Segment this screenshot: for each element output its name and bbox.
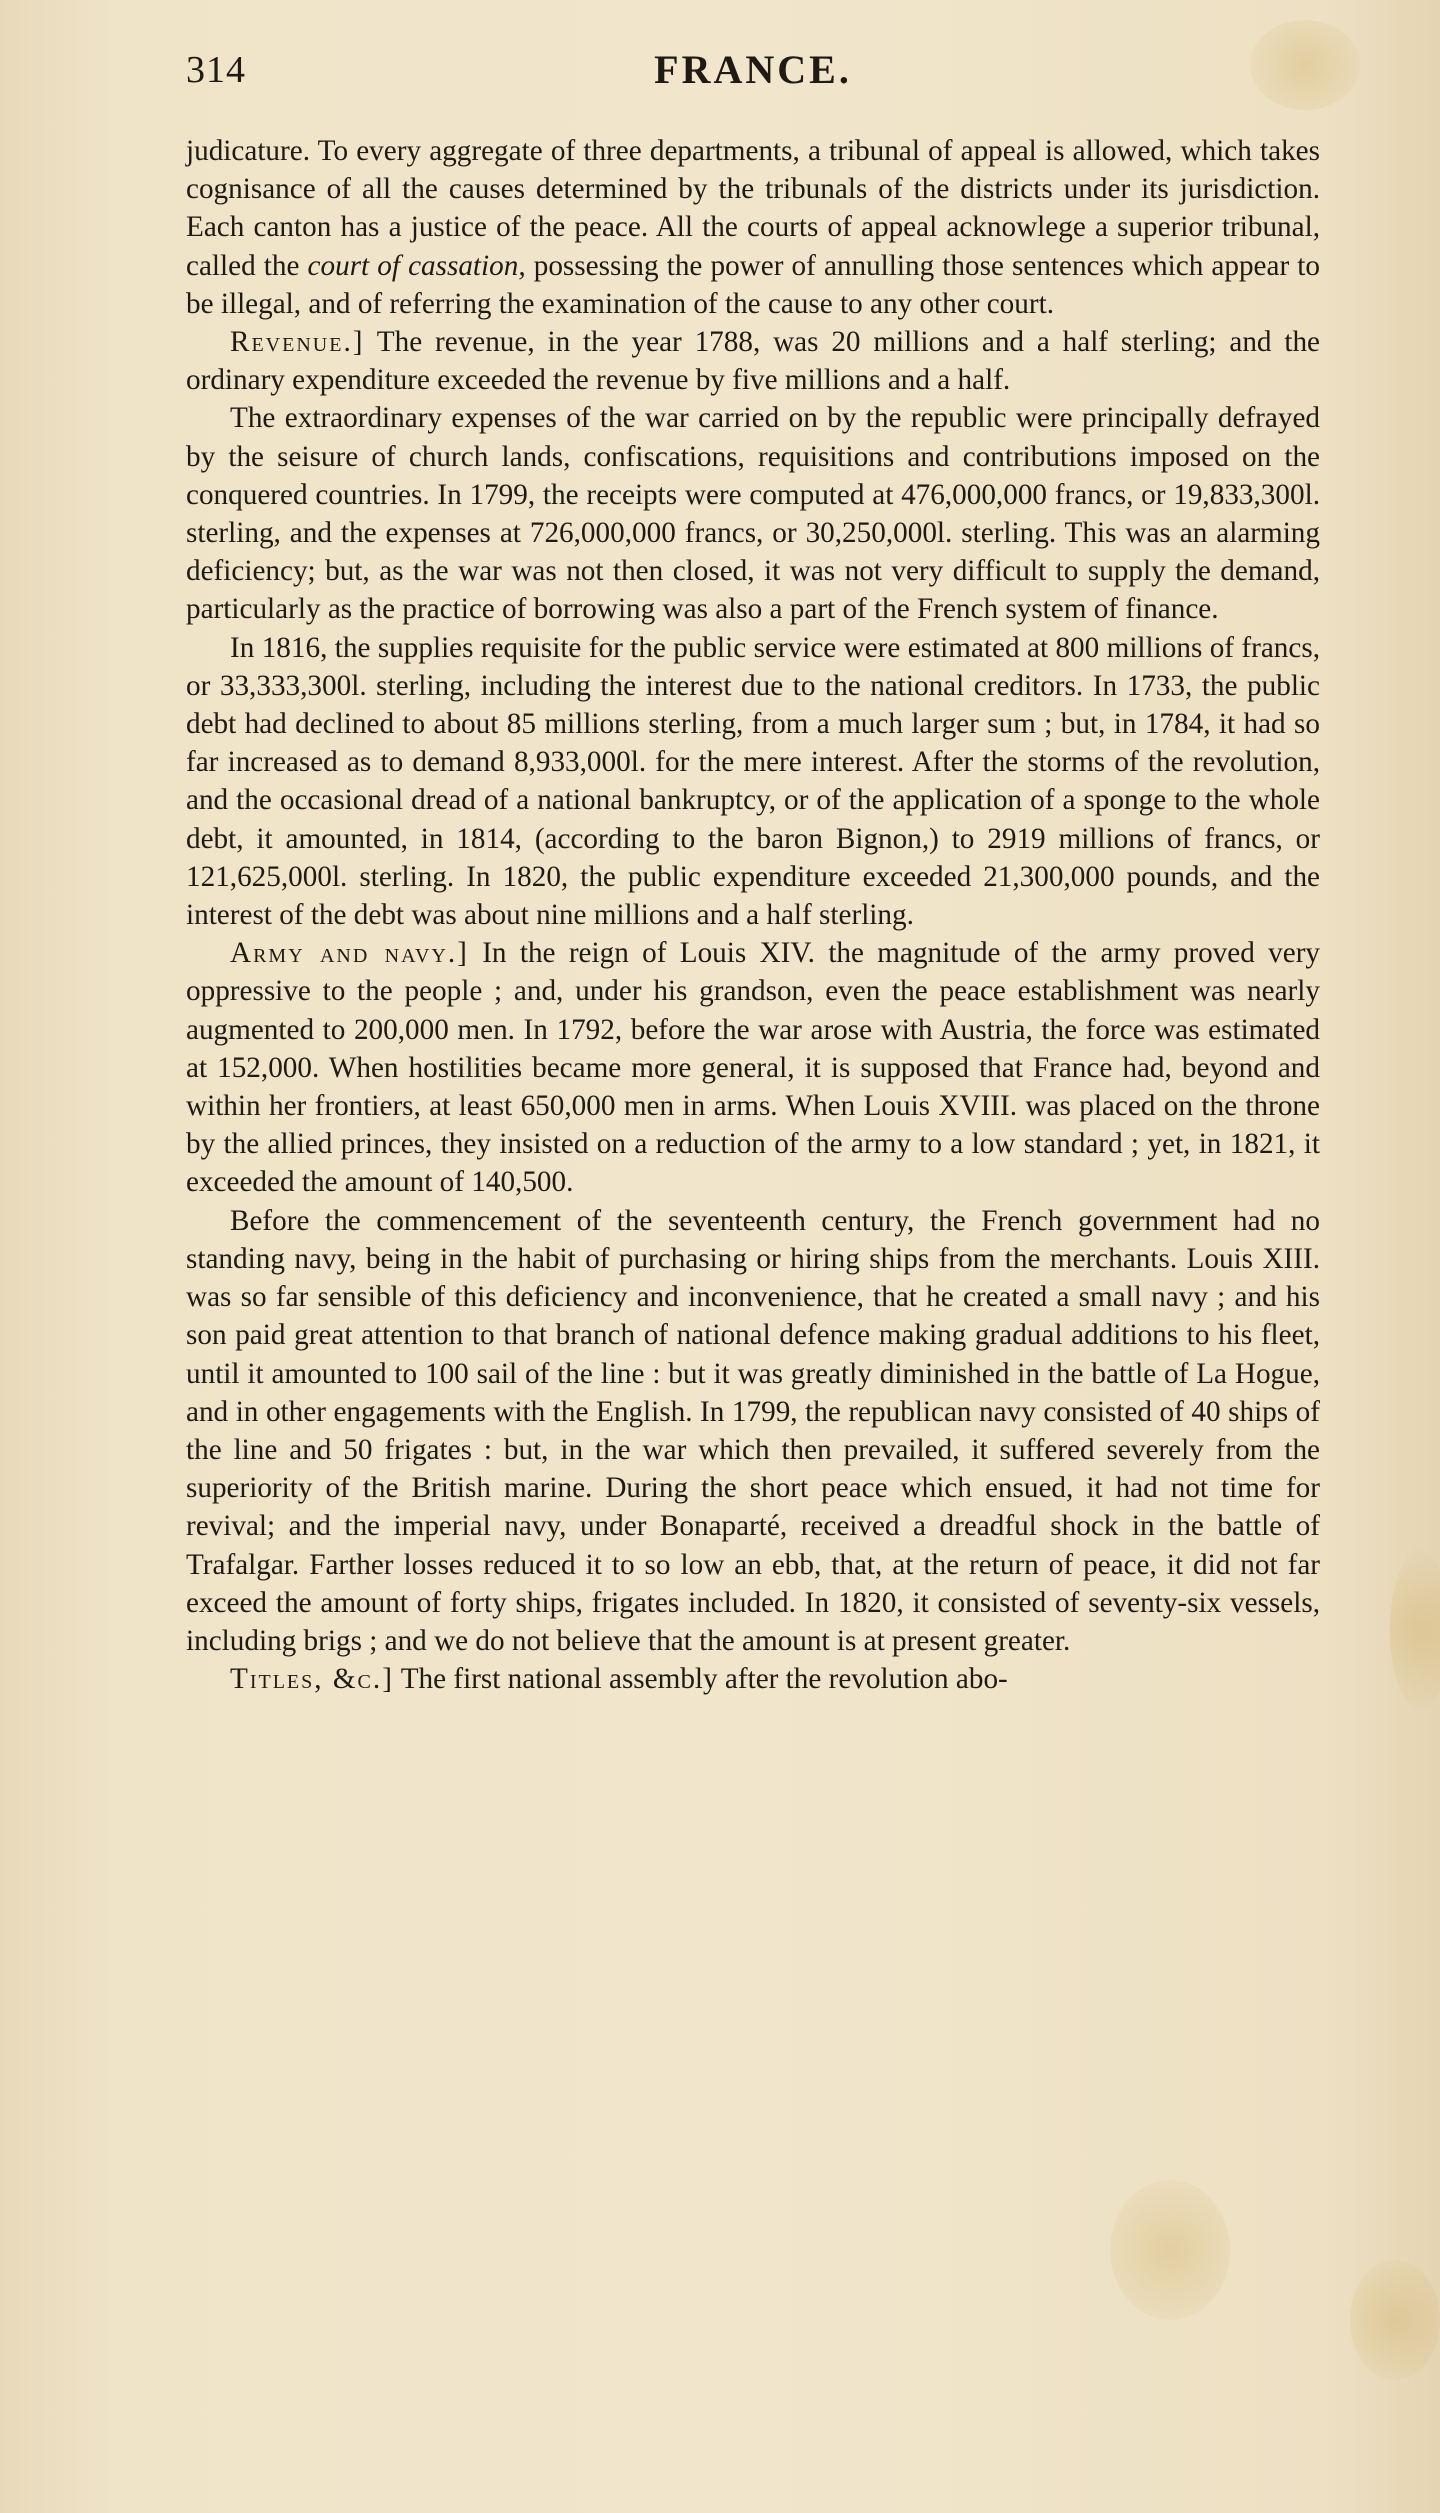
running-title: FRANCE. [654,47,852,92]
paper-stain [1110,2180,1230,2320]
paper-stain [1350,2260,1440,2380]
page-number: 314 [186,49,246,91]
paragraph-text: The revenue, in the year 1788, was 20 millions and a half sterling; and the ordinary expenditure exceeded the revenue by five millions and a half. [186,326,1320,397]
paragraph-text: The first national assembly after the revolution abo- [393,1663,1008,1696]
page-header [186,40,1320,100]
paragraph-army [186,934,1320,1201]
section-heading-titles: Titles, &c.] [230,1663,394,1696]
paragraph-judicature [186,132,1320,323]
paragraph-revenue [186,323,1320,399]
body-text [186,132,1320,1698]
paragraph-text: In the reign of Louis XIV. the magnitude of the army proved very oppressive to the people ; and, under his grandson, even the peace establishment was nearly augmented to 200,000 men. In 1792, before the war arose with Austria, the force was estimated at 152,000. When hostilities became more general, it is supposed that France had, beyond and within her frontiers, at least 650,000 men in arms. When Louis XVIII. was placed on the throne by the allied princes, they insisted on a reduction of the army to a low standard ; yet, in 1821, it exceeded the amount of 140,500. [186,937,1321,1199]
section-heading-army: Army and navy.] [230,937,469,970]
italic-term: court of cassation, [307,249,526,282]
paper-stain [1390,1550,1440,1710]
paragraph-text: judicature. To every aggregate of three departments, a tribunal of appeal is allowed, which takes cognisance of all the causes determined by the tribunals of the districts under its jurisdiction. Each canton has a justice of the peace. All the courts of appeal acknowlege a superior tribunal, called the [186,135,1320,282]
paragraph-navy: Before the commencement of the seventeenth century, the French government had no standing navy, being in the habit of purchasing or hiring ships from the merchants. Louis XIII. was so far sensible of this deficiency and inconvenience, that he created a small navy ; and his son paid great attention to that branch of national defence making gradual additions to his fleet, until it amounted to 100 sail of the line : but it was greatly diminished in the battle of La Hogue, and in other engagements with the English. In 1799, the republican navy consisted of 40 ships of the line and 50 frigates : but, in the war which then prevailed, it suffered severely from the superiority of the British marine. During the short peace which ensued, it had not time for revival; and the imperial navy, under Bonaparté, received a dreadful shock in the battle of Trafalgar. Farther losses reduced it to so low an ebb, that, at the return of peace, it did not far exceed the amount of forty ships, frigates included. In 1820, it consisted of seventy-six vessels, including brigs ; and we do not believe that the amount is at present greater. [186,1204,1320,1657]
section-heading-revenue: Revenue.] [230,326,365,359]
paragraph-war-expenses: The extraordinary expenses of the war carried on by the republic were principally defrayed by the seisure of church lands, confiscations, requisitions and contributions imposed on the conquered countries. In 1799, the receipts were computed at 476,000,000 francs, or 19,833,300l. sterling, and the expenses at 726,000,000 francs, or 30,250,000l. sterling. This was an alarming deficiency; but, as the war was not then closed, it was not very difficult to supply the demand, particularly as the practice of borrowing was also a part of the French system of finance. [186,402,1320,626]
paragraph-text: possessing the power of annulling those sentences which appear to be illegal, and of referring the examination of the cause to any other court. [186,249,1320,320]
paragraph-titles [186,1660,1320,1698]
paragraph-public-debt: In 1816, the supplies requisite for the public service were estimated at 800 millions of francs, or 33,333,300l. sterling, including the interest due to the national creditors. In 1733, the public debt had declined to about 85 millions sterling, from a much larger sum ; but, in 1784, it had so far increased as to demand 8,933,000l. for the mere interest. After the storms of the revolution, and the occasional dread of a national bankruptcy, or of the application of a sponge to the whole debt, it amounted, in 1814, (according to the baron Bignon,) to 2919 millions of francs, or 121,625,000l. sterling. In 1820, the public expenditure exceeded 21,300,000 pounds, and the interest of the debt was about nine millions and a half sterling. [186,631,1320,932]
